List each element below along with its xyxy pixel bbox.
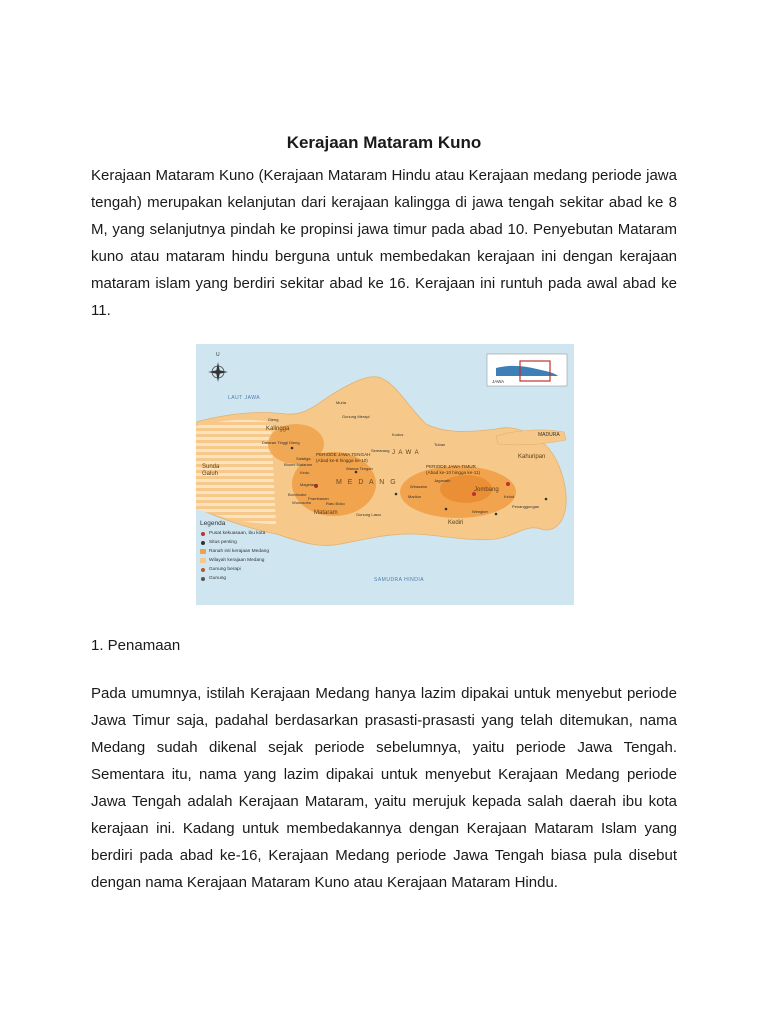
legend-row <box>200 538 300 547</box>
legend-label: Pusat kekuasaan, ibu kota <box>209 531 266 536</box>
region-label-jawa: J A W A <box>392 450 420 456</box>
legend-row <box>200 529 300 538</box>
legend-capital-icon <box>201 532 205 536</box>
legend-volcano-icon <box>201 568 205 572</box>
legend-core-swatch <box>200 549 206 554</box>
place-label: Wonosobo <box>292 500 312 505</box>
place-label: Dieng <box>268 417 279 422</box>
site-marker <box>291 447 294 450</box>
legend-title: Legenda <box>200 520 226 527</box>
region-label-sunda-galuh: Sunda Galuh <box>202 464 220 477</box>
site-marker <box>545 498 548 501</box>
place-label: Semarang <box>371 448 390 453</box>
place-label: Ratu Boko <box>326 501 345 506</box>
legend-label: Ranah inti kerajaan Medang <box>209 549 270 554</box>
place-label: Bhumi Mataram <box>284 462 313 467</box>
region-label-kalingga: Kalingga <box>266 426 290 432</box>
site-marker <box>355 471 358 474</box>
place-label: Gunung Merapi <box>342 414 370 419</box>
place-label: Kudus <box>392 432 404 437</box>
place-label: Salatiga <box>296 456 311 461</box>
map-legend <box>200 520 300 596</box>
place-label: Dataran Tinggi Dieng <box>262 440 300 445</box>
period-label-central: PERIODE JAWA TENGAH (Abad ke-8 hingga ke-10) <box>316 452 371 463</box>
sea-label-south: SAMUDRA HINDIA <box>374 577 425 583</box>
place-label: Jaganath <box>434 478 451 483</box>
intro-paragraph: Kerajaan Mataram Kuno (Kerajaan Mataram Hindu atau Kerajaan medang periode jawa tengah) merupakan kelanjutan dari kerajaan kalingga di jawa tengah sekitar abad ke 8 M, yang selanjutnya pindah ke propinsi jawa timur pada abad 10. Penyebutan Mataram kuno atau mataram hindu berguna untuk membedakan kerajaan ini dengan kerajaan mataram islam yang berdiri sekitar abad ke 16. Kerajaan ini runtuh pada awal abad ke 11. <box>91 167 677 319</box>
legend-site-icon <box>201 541 205 545</box>
inset-java-label: JAWA <box>492 379 505 384</box>
place-label: Prambanan <box>308 496 329 501</box>
legend-row <box>200 565 300 574</box>
section-heading-penamaan: 1. Penamaan <box>91 637 181 654</box>
region-label-jombang: Jombang <box>474 487 499 493</box>
legend-territory-swatch <box>200 558 206 563</box>
place-label: Muria <box>336 400 347 405</box>
place-label: Kedu <box>300 470 310 475</box>
map-of-mataram-kingdom <box>196 344 574 605</box>
capital-marker <box>506 482 510 486</box>
region-label-mataram: Mataram <box>314 510 338 516</box>
place-label: Penanggungan <box>512 504 540 509</box>
place-label: Wanua Tengah <box>346 466 373 471</box>
legend-row <box>200 556 300 565</box>
place-label: Kelud <box>504 494 515 499</box>
legend-label: Wilayah kerajaan Medang <box>209 558 265 563</box>
legend-row <box>200 574 300 583</box>
place-label: Wengker <box>472 509 488 514</box>
site-marker <box>495 513 498 516</box>
place-label: Borobudur <box>288 492 307 497</box>
place-label: Tuban <box>434 442 446 447</box>
place-label: Madiun <box>408 494 422 499</box>
legend-label: Gunung <box>209 576 227 581</box>
site-marker <box>395 493 398 496</box>
legend-label: Gunung berapi <box>209 567 241 572</box>
period-label-east: PERIODE JAWA TIMUR (Abad ke-10 hingga ke-11) <box>426 464 481 475</box>
place-label: Magelang <box>300 482 318 487</box>
penamaan-paragraph: Pada umumnya, istilah Kerajaan Medang hanya lazim dipakai untuk menyebut periode Jawa Timur saja, padahal berdasarkan prasasti-prasasti yang telah ditemukan, nama Medang sudah dikenal sejak periode sebelumnya, yaitu periode Jawa Tengah. Sementara itu, nama yang lazim dipakai untuk menyebut Kerajaan Medang periode Jawa Tengah adalah Kerajaan Mataram, yaitu merujuk kepada salah daerah ibu kota kerajaan ini. Kadang untuk membedakannya dengan Kerajaan Mataram Islam yang berdiri pada abad ke-16, Kerajaan Medang periode Jawa Tengah biasa pula disebut dengan nama Kerajaan Mataram Kuno atau Kerajaan Mataram Hindu. <box>91 685 677 891</box>
place-label: Wirasaba <box>410 484 427 489</box>
place-label: Gunung Lawu <box>356 512 381 517</box>
region-label-medang: M E D A N G <box>336 479 398 486</box>
region-label-kediri: Kediri <box>448 520 464 526</box>
madura-label: MADURA <box>538 432 560 438</box>
legend-row <box>200 547 300 556</box>
compass-north-label: U <box>216 352 220 358</box>
page-title: Kerajaan Mataram Kuno <box>286 133 482 153</box>
legend-mountain-icon <box>201 577 205 581</box>
sea-label-north: LAUT JAWA <box>228 395 261 401</box>
site-marker <box>445 508 448 511</box>
region-label-kahuripan: Kahuripan <box>518 454 546 460</box>
legend-label: Situs penting <box>209 540 237 545</box>
